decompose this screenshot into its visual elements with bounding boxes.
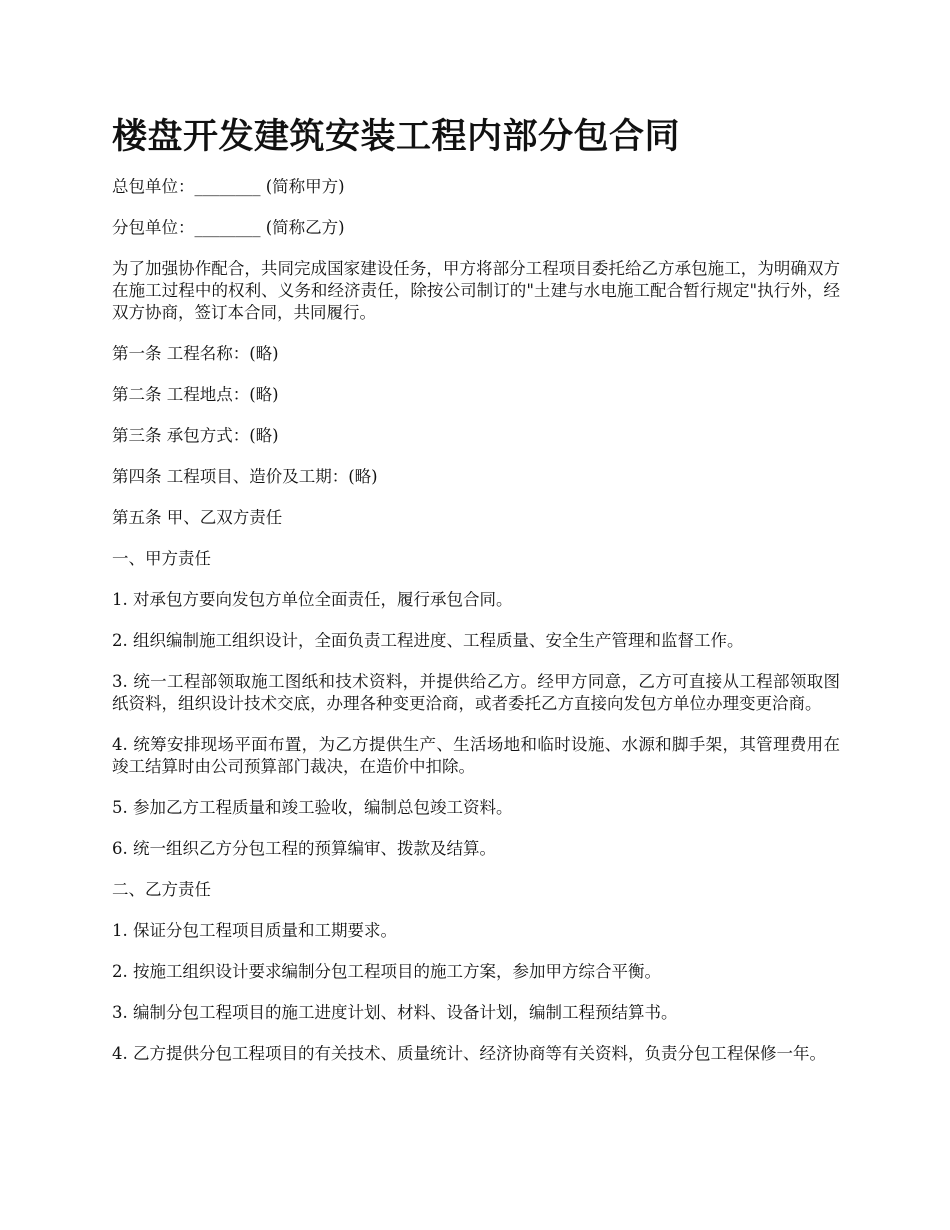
document-title: 楼盘开发建筑安装工程内部分包合同 [112,117,681,157]
party-b-item-2: 2. 按施工组织设计要求编制分包工程项目的施工方案，参加甲方综合平衡。 [112,962,661,981]
party-a-item-6: 6. 统一组织乙方分包工程的预算编审、拨款及结算。 [112,839,496,858]
section-heading-party-b: 二、乙方责任 [112,880,211,899]
preamble-paragraph: 为了加强协作配合，共同完成国家建设任务，甲方将部分工程项目委托给乙方承包施工，为明确双方在施工过程中的权利、义务和经济责任，除按公司制订的"土建与水电施工配合暂行规定"执行外，经双方协商，签订本合同，共同履行。 [112,259,840,322]
subcontractor-line: 分包单位：________ (简称乙方) [112,218,345,237]
general-contractor-line: 总包单位：________ (简称甲方) [112,177,345,196]
party-a-item-5: 5. 参加乙方工程质量和竣工验收，编制总包竣工资料。 [112,798,513,817]
article-2: 第二条 工程地点：(略) [112,385,279,404]
article-5: 第五条 甲、乙双方责任 [112,508,283,527]
article-3: 第三条 承包方式：(略) [112,426,279,445]
party-a-item-1: 1. 对承包方要向发包方单位全面责任，履行承包合同。 [112,590,513,609]
article-4: 第四条 工程项目、造价及工期：(略) [112,467,378,486]
party-a-item-3: 3. 统一工程部领取施工图纸和技术资料，并提供给乙方。经甲方同意，乙方可直接从工程部领取图纸资料，组织设计技术交底，办理各种变更洽商，或者委托乙方直接向发包方单位办理变更洽商。 [112,672,840,713]
party-b-item-1: 1. 保证分包工程项目质量和工期要求。 [112,921,397,940]
party-a-item-4: 4. 统筹安排现场平面布置，为乙方提供生产、生活场地和临时设施、水源和脚手架，其管理费用在竣工结算时由公司预算部门裁决，在造价中扣除。 [112,735,840,776]
article-1: 第一条 工程名称：(略) [112,344,279,363]
party-b-item-3: 3. 编制分包工程项目的施工进度计划、材料、设备计划，编制工程预结算书。 [112,1003,678,1022]
section-heading-party-a: 一、甲方责任 [112,549,211,568]
party-b-item-4: 4. 乙方提供分包工程项目的有关技术、质量统计、经济协商等有关资料，负责分包工程保修一年。 [112,1044,826,1063]
party-a-item-2: 2. 组织编制施工组织设计，全面负责工程进度、工程质量、安全生产管理和监督工作。 [112,631,744,650]
document-page [112,100,840,1084]
